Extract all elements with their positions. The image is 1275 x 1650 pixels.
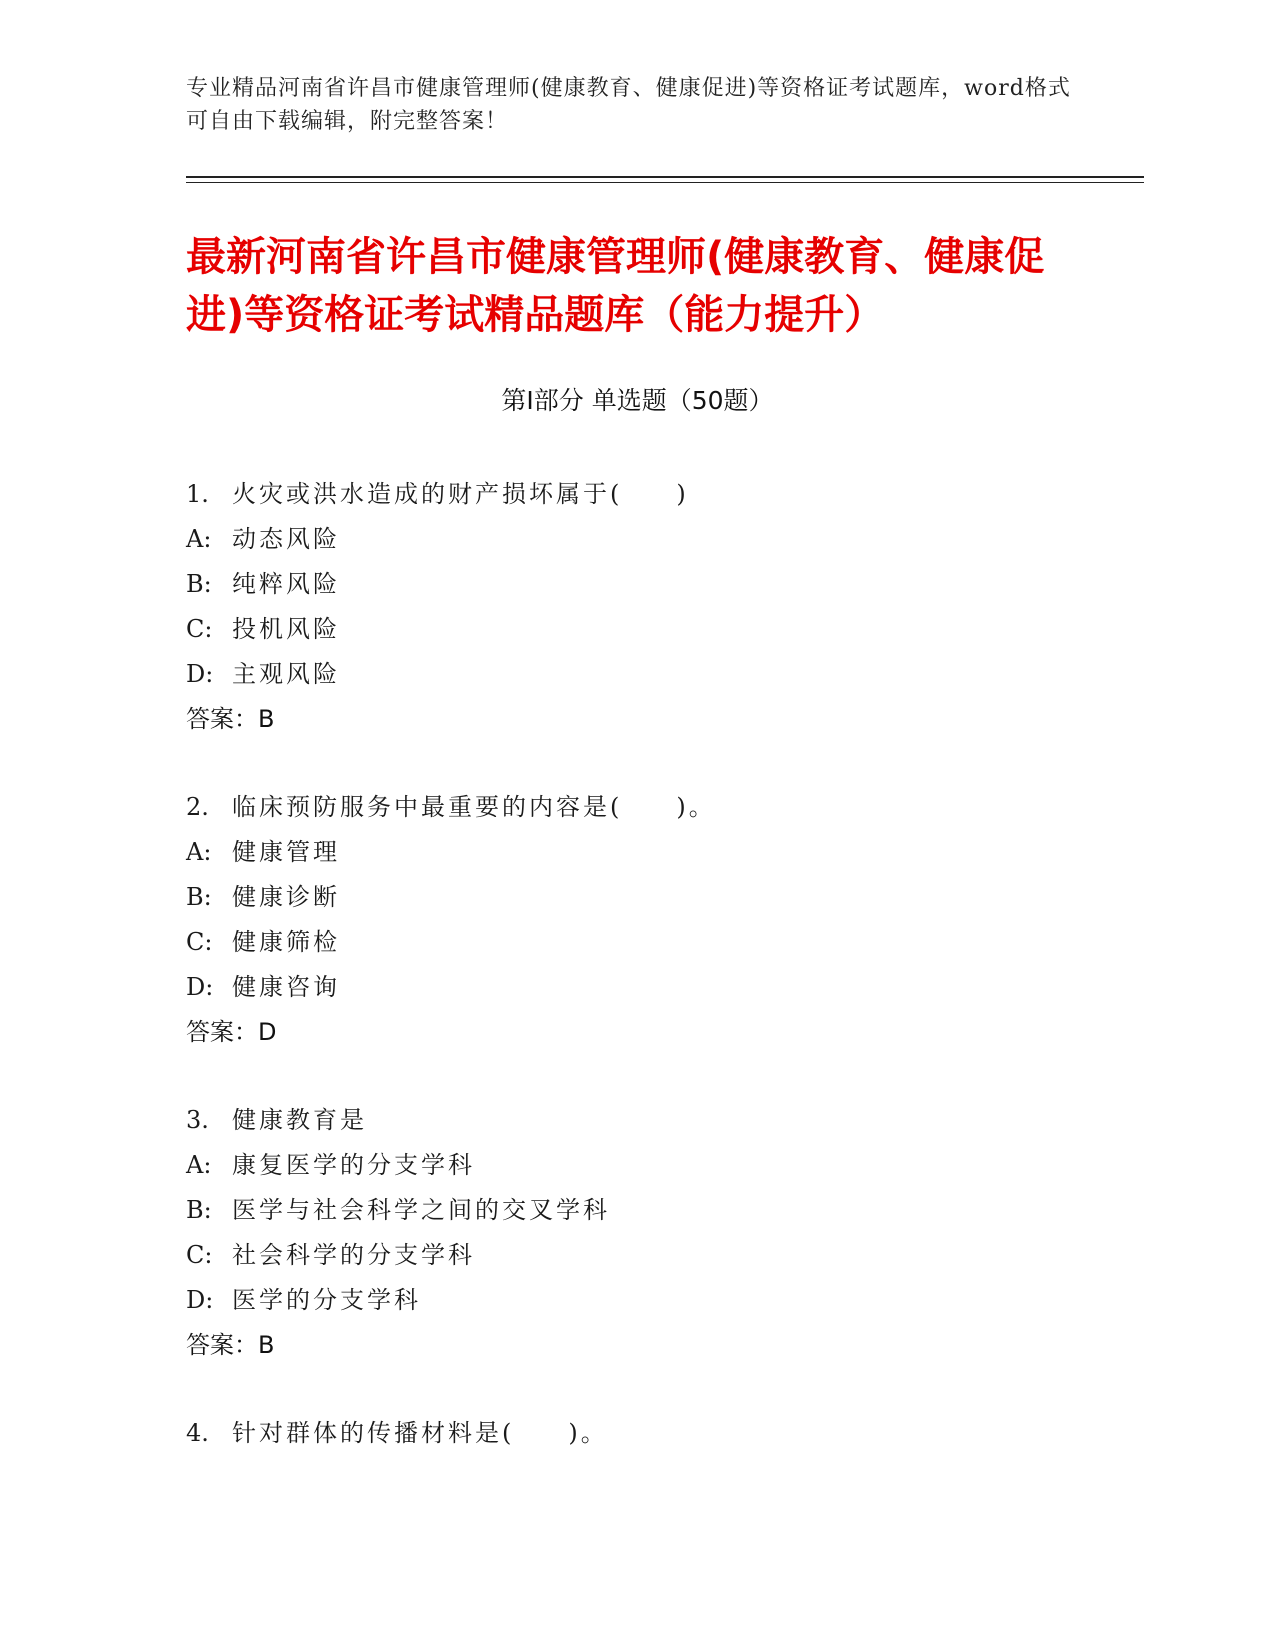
option-label: A:: [186, 525, 212, 553]
option-text: 投机风险: [232, 615, 340, 643]
option-d: [186, 1278, 1136, 1323]
option-text: 动态风险: [232, 525, 340, 553]
option-label: A:: [186, 1151, 212, 1179]
question-text: 火灾或洪水造成的财产损坏属于( ): [232, 480, 689, 508]
question-stem: [186, 785, 1136, 830]
option-c: [186, 1233, 1136, 1278]
option-label: C:: [186, 928, 213, 956]
option-label: B:: [186, 1196, 212, 1224]
option-b: [186, 562, 1136, 607]
question-list: [186, 472, 1136, 1499]
answer-value: B: [258, 705, 275, 733]
question-stem: [186, 1411, 1136, 1456]
option-label: C:: [186, 1241, 213, 1269]
question-2: [186, 785, 1136, 1055]
question-1: [186, 472, 1136, 742]
answer-value: B: [258, 1331, 275, 1359]
option-text: 康复医学的分支学科: [232, 1151, 475, 1179]
option-label: D:: [186, 1286, 214, 1314]
question-stem: [186, 472, 1136, 517]
question-3: [186, 1098, 1136, 1368]
option-a: [186, 830, 1136, 875]
document-title: 最新河南省许昌市健康管理师(健康教育、健康促进)等资格证考试精品题库（能力提升）: [186, 234, 1045, 338]
option-label: B:: [186, 883, 212, 911]
option-text: 社会科学的分支学科: [232, 1241, 475, 1269]
option-text: 健康管理: [232, 838, 340, 866]
question-text: 健康教育是: [232, 1106, 367, 1134]
option-text: 医学的分支学科: [232, 1286, 421, 1314]
section-title: 第Ⅰ部分 单选题（50题）: [501, 386, 774, 415]
answer-prefix: 答案：: [186, 705, 258, 733]
question-4: [186, 1411, 1136, 1456]
answer-line: [186, 697, 1136, 742]
option-b: [186, 875, 1136, 920]
question-number: 4.: [186, 1419, 209, 1447]
option-text: 纯粹风险: [232, 570, 340, 598]
option-a: [186, 517, 1136, 562]
option-c: [186, 920, 1136, 965]
question-number: 3.: [186, 1106, 209, 1134]
answer-prefix: 答案：: [186, 1331, 258, 1359]
option-text: 健康咨询: [232, 973, 340, 1001]
answer-line: [186, 1323, 1136, 1368]
option-label: D:: [186, 660, 214, 688]
option-label: C:: [186, 615, 213, 643]
option-label: B:: [186, 570, 212, 598]
answer-value: D: [258, 1018, 277, 1046]
question-text: 针对群体的传播材料是( )。: [232, 1419, 608, 1447]
question-number: 2.: [186, 793, 209, 821]
option-text: 医学与社会科学之间的交叉学科: [232, 1196, 610, 1224]
answer-prefix: 答案：: [186, 1018, 258, 1046]
question-text: 临床预防服务中最重要的内容是( )。: [232, 793, 716, 821]
option-d: [186, 652, 1136, 697]
option-label: D:: [186, 973, 214, 1001]
answer-line: [186, 1010, 1136, 1055]
option-b: [186, 1188, 1136, 1233]
option-text: 健康筛检: [232, 928, 340, 956]
question-stem: [186, 1098, 1136, 1143]
option-text: 主观风险: [232, 660, 340, 688]
option-a: [186, 1143, 1136, 1188]
option-text: 健康诊断: [232, 883, 340, 911]
option-c: [186, 607, 1136, 652]
header-divider-thin: [186, 182, 1144, 183]
header-divider-thick: [186, 176, 1144, 178]
header-note: 专业精品河南省许昌市健康管理师(健康教育、健康促进)等资格证考试题库，word格式可自由下载编辑，附完整答案！: [186, 76, 1071, 134]
option-d: [186, 965, 1136, 1010]
question-number: 1.: [186, 480, 209, 508]
option-label: A:: [186, 838, 212, 866]
